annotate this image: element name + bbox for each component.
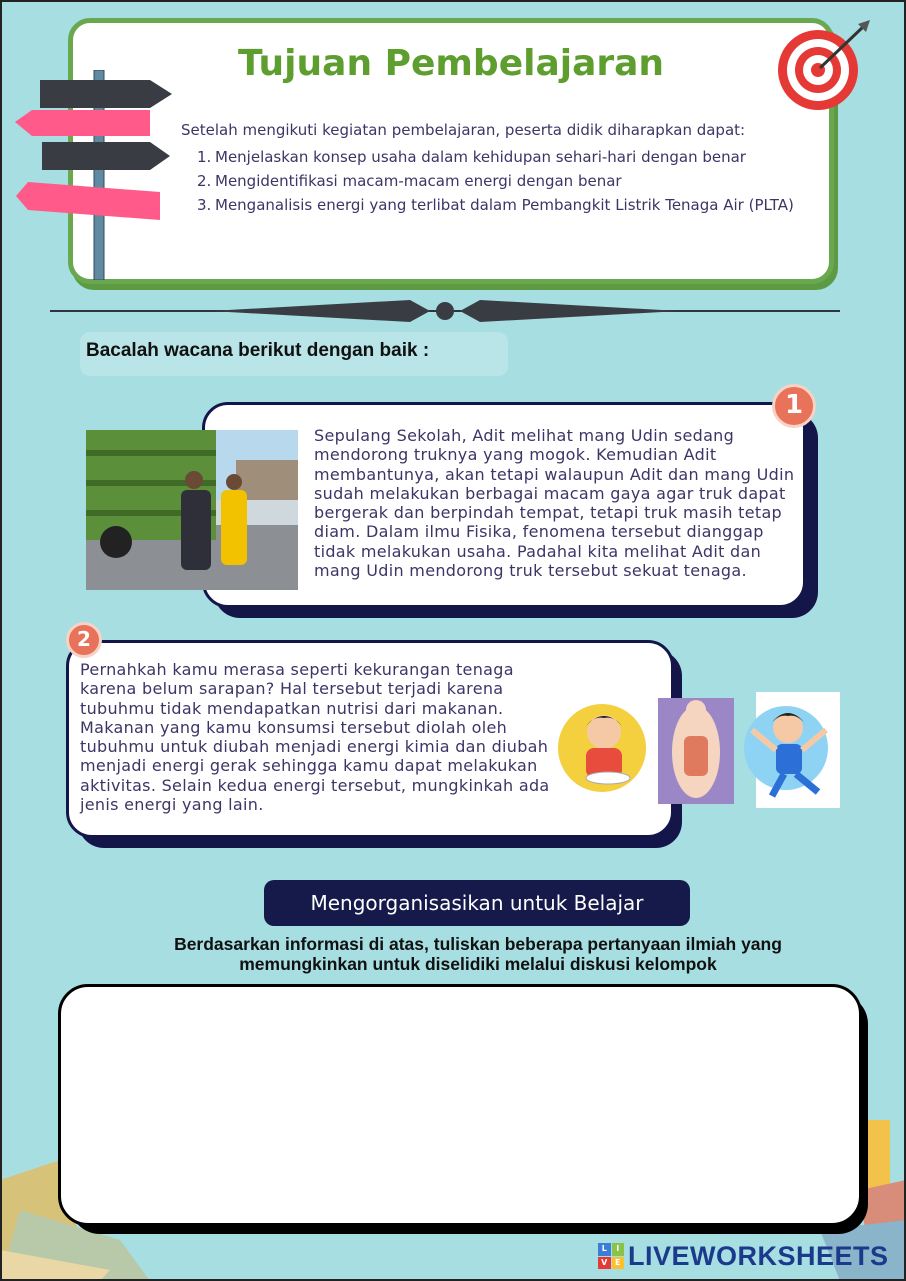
goals-intro: Setelah mengikuti kegiatan pembelajaran, peserta didik diharapkan dapat:: [181, 121, 746, 139]
energy-illustration: [556, 692, 840, 808]
reading-instruction: Bacalah wacana berikut dengan baik :: [80, 332, 508, 376]
story-1-text: Sepulang Sekolah, Adit melihat mang Udin sedang mendorong truknya yang mogok. Kemudian Adit membantunya, akan tetapi walaupun Adit dan mang Udin sudah melakukan berbagai macam gaya agar truk dapat bergerak dan berpindah tempat, tetapi truk masih tetap diam. Dalam ilmu Fisika, fenomena tersebut dianggap tidak melakukan usaha. Padahal kita melihat Adit dan mang Udin mendorong truk tersebut sekuat tenaga.: [314, 426, 795, 581]
story-number-badge: 1: [772, 384, 816, 428]
answer-instruction: Berdasarkan informasi di atas, tuliskan beberapa pertanyaan ilmiah yang memungkinkan untuk diselidiki melalui diskusi kelompok: [174, 934, 782, 974]
list-item: 3. Menganalisis energi yang terlibat dalam Pembangkit Listrik Tenaga Air (PLTA): [197, 196, 794, 214]
goals-list: [197, 145, 794, 217]
answer-box: [58, 984, 862, 1226]
section-title: Mengorganisasikan untuk Belajar: [264, 880, 690, 926]
learning-goals-card: [68, 18, 834, 284]
brand-name: LIVEWORKSHEETS: [628, 1240, 889, 1271]
list-item: 2. Mengidentifikasi macam-macam energi dengan benar: [197, 172, 622, 190]
page-title: Tujuan Pembelajaran: [237, 43, 665, 84]
target-icon: [772, 20, 872, 116]
answer-input[interactable]: [61, 987, 859, 1223]
section-divider: [50, 290, 840, 330]
list-item: 1. Menjelaskan konsep usaha dalam kehidupan sehari-hari dengan benar: [197, 148, 746, 166]
truck-push-photo: [86, 430, 298, 590]
liveworksheets-logo-icon: L I V E: [598, 1243, 624, 1269]
liveworksheets-brand: [598, 1238, 889, 1274]
story-number-badge: 2: [66, 622, 102, 658]
signpost-illustration: [10, 70, 180, 280]
story-2-text: Pernahkah kamu merasa seperti kekurangan tenaga karena belum sarapan? Hal tersebut terjadi karena tubuhmu tidak mendapatkan nutrisi dari makanan. Makanan yang kamu konsumsi tersebut diolah oleh tubuhmu untuk diubah menjadi energi kimia dan diubah menjadi energi gerak sehingga kamu dapat melakukan aktivitas. Selain kedua energi tersebut, mungkinkah ada jenis energi yang lain.: [80, 660, 550, 815]
